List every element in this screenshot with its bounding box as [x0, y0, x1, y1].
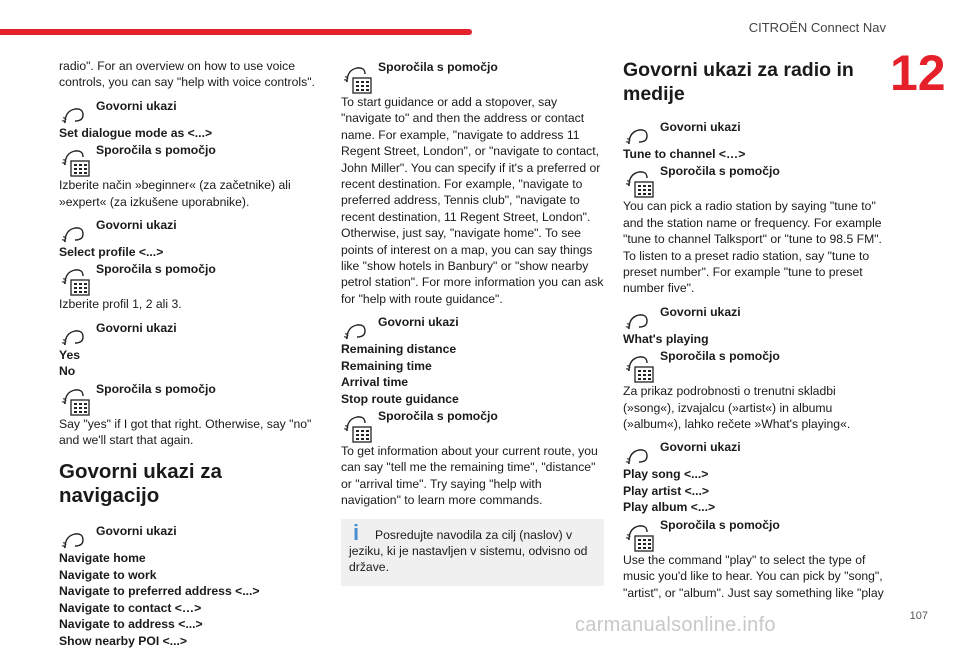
- help-text: Za prikaz podrobnosti o trenutni skladbi (»song«), izvajalcu (»artist«) in albumu (»album«), lahko rečete »What's playing«.: [623, 384, 851, 432]
- voice-command-row: [341, 313, 604, 341]
- help-message-icon: [61, 384, 91, 418]
- command-text: Select profile <...>: [59, 245, 164, 260]
- column-2: [341, 58, 604, 586]
- voice-command-icon: [61, 220, 87, 246]
- voice-command-icon: [61, 323, 87, 349]
- voice-command-row: [623, 118, 885, 146]
- voice-command-icon: [625, 442, 651, 468]
- command-text: Play artist <...>: [623, 483, 710, 498]
- command-text: Show nearby POI <...>: [59, 633, 188, 648]
- voice-command-label: Govorni ukazi: [660, 120, 741, 134]
- command-text: Navigate to address <...>: [59, 617, 203, 632]
- voice-command-row: [59, 97, 321, 125]
- help-message-label: Sporočila s pomočjo: [378, 408, 498, 423]
- command-text: No: [59, 364, 76, 379]
- page-number: 107: [909, 610, 928, 622]
- help-message-row: [59, 260, 321, 296]
- command-text: Remaining distance: [341, 342, 457, 357]
- command-text: Navigate home: [59, 551, 146, 566]
- voice-command-icon: [343, 317, 369, 343]
- voice-command-icon: [61, 526, 87, 552]
- help-text: Use the command "play" to select the type of music you'd like to hear. You can pick by "song", "artist", or "album". Just say something like "play: [623, 552, 884, 600]
- command-text: Stop route guidance: [341, 391, 459, 406]
- help-message-label: Sporočila s pomočjo: [96, 143, 216, 158]
- header-title: CITROËN Connect Nav: [748, 20, 886, 35]
- chapter-number: 12: [890, 45, 946, 101]
- help-message-icon: [625, 520, 655, 554]
- info-text: Posredujte navodila za cilj (naslov) v jeziku, ki je nastavljen v sistemu, odvisno od države.: [349, 527, 588, 575]
- voice-command-icon: [625, 122, 651, 148]
- help-message-row: [623, 347, 885, 383]
- voice-command-row: [59, 522, 321, 550]
- column-3: [623, 58, 885, 607]
- help-message-icon: [61, 264, 91, 298]
- help-message-icon: [61, 145, 91, 179]
- help-message-row: [623, 162, 885, 198]
- voice-command-label: Govorni ukazi: [96, 524, 177, 539]
- help-message-icon: [343, 411, 373, 445]
- voice-command-row: [623, 438, 885, 466]
- help-message-label: Sporočila s pomočjo: [660, 349, 780, 364]
- help-message-label: Sporočila s pomočjo: [660, 517, 780, 532]
- help-message-label: Sporočila s pomočjo: [96, 262, 216, 277]
- voice-command-label: Govorni ukazi: [96, 218, 177, 233]
- help-text: To get information about your current route, you can say "tell me the remaining time", "distance" or "arrival time". Try saying "help with navigation" to learn more commands.: [341, 443, 598, 508]
- help-text: You can pick a radio station by saying "tune to" and the station name or frequency. For example "tune to channel Talksport" or "tune to 98.5 FM". To listen to a preset radio station, say "tune to preset number". For example "tune to preset number five".: [623, 199, 882, 296]
- help-text: Izberite profil 1, 2 ali 3.: [59, 297, 182, 312]
- voice-command-label: Govorni ukazi: [96, 320, 177, 335]
- help-text: Say "yes" if I got that right. Otherwise, say "no" and we'll start that again.: [59, 416, 312, 448]
- command-text: Play song <...>: [623, 467, 709, 482]
- command-text: Set dialogue mode as <...>: [59, 125, 213, 140]
- help-message-icon: [625, 351, 655, 385]
- info-icon: i: [353, 519, 360, 545]
- voice-command-row: [59, 319, 321, 347]
- voice-command-icon: [61, 101, 87, 127]
- command-text: Play album <...>: [623, 500, 716, 515]
- command-text: What's playing: [623, 331, 709, 346]
- help-message-row: [623, 516, 885, 552]
- voice-command-row: [59, 216, 321, 244]
- watermark: carmanualsonline.info: [575, 614, 776, 636]
- help-message-label: Sporočila s pomočjo: [378, 60, 498, 74]
- help-message-row: [341, 58, 604, 94]
- help-text: Izberite način »beginner« (za začetnike) ali »expert« (za izkušene uporabnike).: [59, 178, 291, 209]
- help-message-row: [59, 141, 321, 177]
- info-box: [341, 519, 604, 586]
- command-text: Yes: [59, 347, 81, 362]
- command-text: Remaining time: [341, 358, 432, 373]
- help-message-row: [59, 380, 321, 416]
- command-text: Tune to channel <…>: [623, 147, 746, 161]
- help-message-icon: [343, 62, 373, 96]
- help-message-label: Sporočila s pomočjo: [660, 164, 780, 179]
- voice-command-label: Govorni ukazi: [96, 98, 177, 113]
- voice-command-row: [623, 303, 885, 331]
- help-message-row: [341, 407, 604, 443]
- command-text: Arrival time: [341, 375, 409, 390]
- voice-command-label: Govorni ukazi: [660, 440, 741, 455]
- voice-command-label: Govorni ukazi: [378, 315, 459, 330]
- intro-text: radio". For an overview on how to use voice controls, you can say "help with voice controls".: [59, 59, 315, 90]
- voice-command-icon: [625, 307, 651, 333]
- help-text: To start guidance or add a stopover, say "navigate to" and then the address or contact name. For example, "navigate to address 11 Regent Street, London", or "navigate to contact, John Miller". You can specify if it's a preferred or recent destination. For example, "navigate to preferred address, Tennis club", "navigate to recent destination, 11 Regent Street, London". Otherwise, just say, "navigate home". To see points of interest on a map, you can say things like "show hotels in Banbury" or "show nearby petrol station". For more information you can ask for "help with route guidance".: [341, 95, 604, 306]
- voice-command-label: Govorni ukazi: [660, 304, 741, 319]
- help-message-icon: [625, 166, 655, 200]
- section-heading: Govorni ukazi za navigacijo: [59, 460, 222, 508]
- section-heading: Govorni ukazi za radio in medije: [623, 59, 854, 105]
- column-1: [59, 58, 321, 649]
- command-text: Navigate to work: [59, 567, 157, 582]
- command-text: Navigate to contact <…>: [59, 600, 202, 615]
- help-message-label: Sporočila s pomočjo: [96, 381, 216, 396]
- command-text: Navigate to preferred address <...>: [59, 584, 260, 599]
- header-red-bar: [0, 29, 472, 35]
